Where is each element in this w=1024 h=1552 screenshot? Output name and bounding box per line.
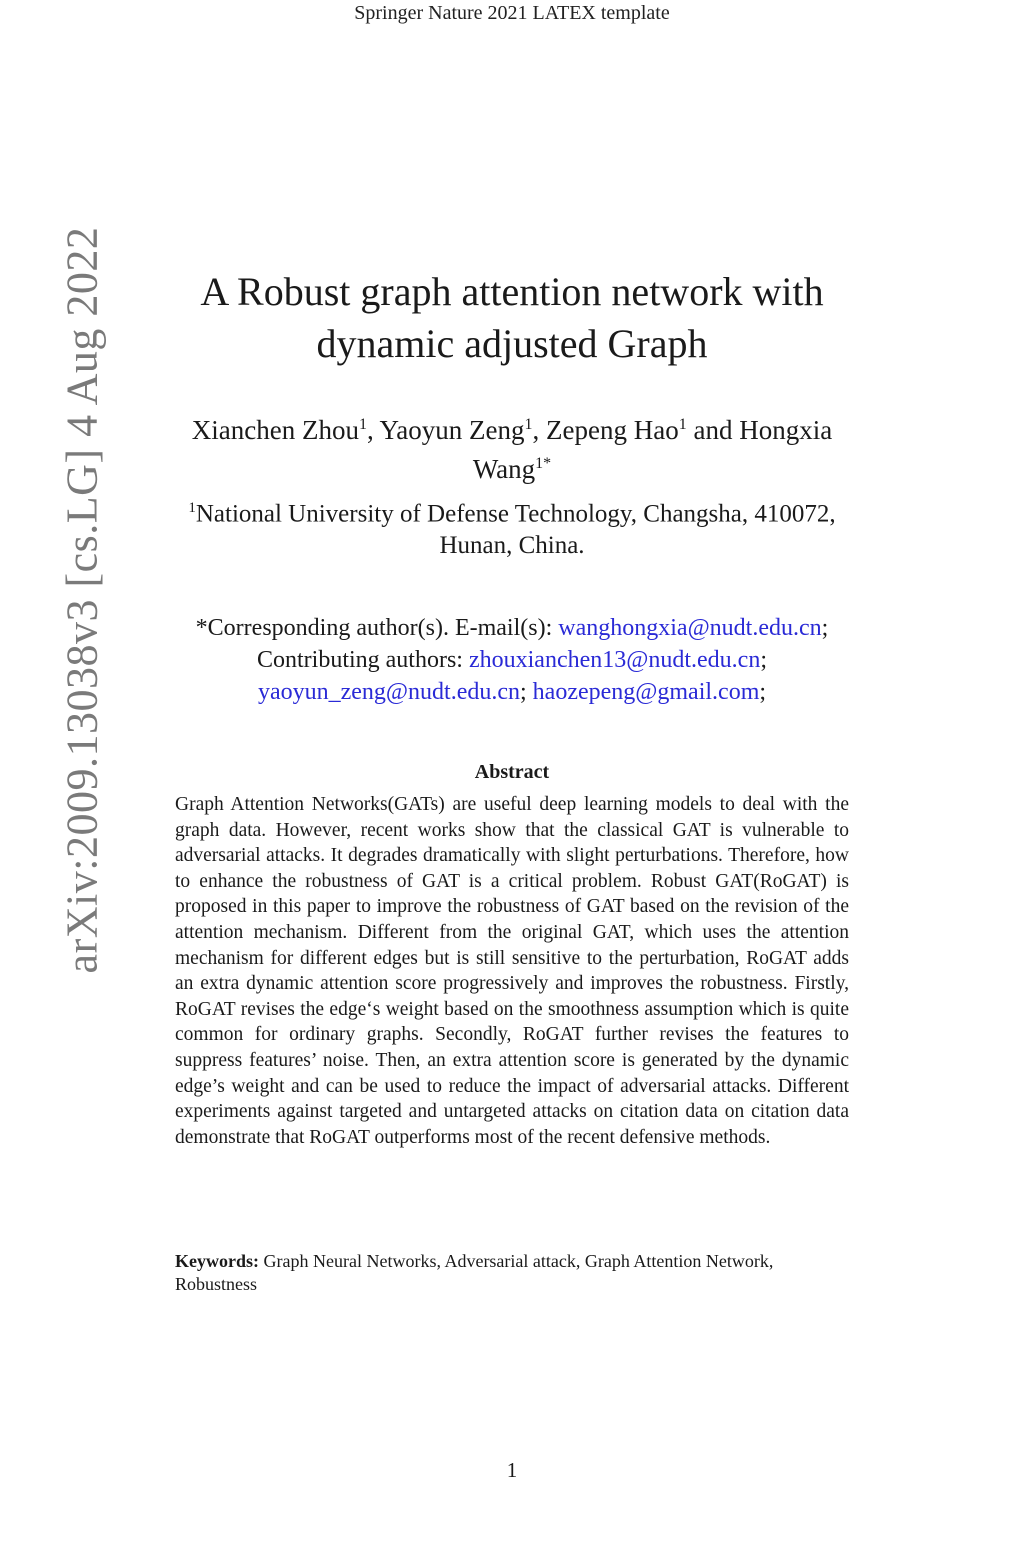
email-separator: ; xyxy=(821,615,829,641)
author-name: Wang xyxy=(472,454,536,484)
keywords-value: Graph Neural Networks, Adversarial attack, Graph Attention Network, Robustness xyxy=(175,1251,774,1294)
affiliation-line-1: National University of Defense Technology, Changsha, 410072, xyxy=(195,500,836,528)
affiliation-marker: 1 xyxy=(188,500,196,516)
contributing-email-link[interactable]: zhouxianchen13@nudt.edu.cn xyxy=(468,647,761,673)
affiliation-marker: 1 xyxy=(524,416,533,433)
contributing-label: Contributing authors: xyxy=(256,647,469,673)
affiliation-line-2: Hunan, China. xyxy=(439,532,585,560)
title-line-2: dynamic adjusted Graph xyxy=(316,321,708,366)
affiliation-marker: 1 xyxy=(678,416,687,433)
author-list xyxy=(130,408,894,486)
corresponding-email-link[interactable]: wanghongxia@nudt.edu.cn xyxy=(558,615,822,641)
page-number: 1 xyxy=(506,1458,518,1482)
email-separator: ; xyxy=(760,647,768,673)
title-line-1: A Robust graph attention network with xyxy=(200,269,824,314)
author-separator: , xyxy=(367,415,380,445)
affiliation xyxy=(130,492,894,562)
email-separator: ; xyxy=(520,679,533,705)
abstract-heading: Abstract xyxy=(474,761,550,783)
email-separator: ; xyxy=(759,679,767,705)
contact-emails xyxy=(100,612,924,708)
keywords-label: Keywords: xyxy=(175,1251,259,1271)
author-name: Hongxia xyxy=(739,415,833,445)
contributing-email-link[interactable]: yaoyun_zeng@nudt.edu.cn xyxy=(257,679,520,705)
corresponding-marker: 1* xyxy=(535,455,552,472)
keywords xyxy=(175,1250,849,1295)
running-header: Springer Nature 2021 LATEX template xyxy=(354,2,670,24)
abstract-body: Graph Attention Networks(GATs) are useful deep learning models to deal with the graph data. However, recent works show that the classical GAT is vulnerable to adversarial attacks. It degrades dramatically with slight perturbations. Therefore, how to enhance the robustness of GAT is a critical problem. Robust GAT(RoGAT) is proposed in this paper to improve the robustness of GAT based on the revision of the attention mechanism. Different from the original GAT, which uses the attention mechanism for different edges but is still sensitive to the perturbation, RoGAT adds an extra dynamic attention score progressively and improves the robustness. Firstly, RoGAT revises the edge‘s weight based on the smoothness assumption which is quite common for ordinary graphs. Secondly, RoGAT further revises the features to suppress features’ noise. Then, an extra attention score is generated by the dynamic edge’s weight and can be used to reduce the impact of adversarial attacks. Different experiments against targeted and untargeted attacks on citation data on citation data demonstrate that RoGAT outperforms most of the recent defensive methods. xyxy=(175,794,849,1148)
author-name: Yaoyun Zeng xyxy=(379,415,525,445)
contributing-email-link[interactable]: haozepeng@gmail.com xyxy=(532,679,760,705)
author-name: Xianchen Zhou xyxy=(191,415,359,445)
author-separator: and xyxy=(686,415,740,445)
paper-title xyxy=(120,266,904,370)
arxiv-identifier[interactable]: arXiv:2009.13038v3 [cs.LG] 4 Aug 2022 xyxy=(57,226,107,974)
affiliation-marker: 1 xyxy=(359,416,367,433)
author-separator: , xyxy=(532,415,547,445)
corresponding-label: *Corresponding author(s). E-mail(s): xyxy=(195,615,559,641)
author-name: Zepeng Hao xyxy=(546,415,679,445)
